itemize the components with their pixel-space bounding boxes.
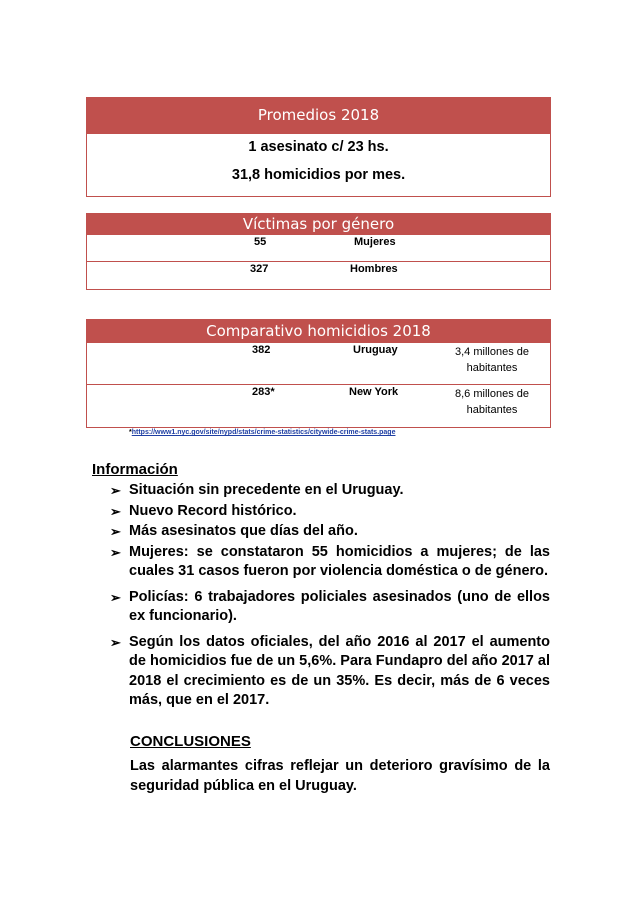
list-item — [110, 543, 550, 582]
comparativo-place: Uruguay — [353, 344, 398, 356]
arrow-bullet-icon: ➢ — [110, 589, 121, 605]
list-item — [110, 588, 550, 627]
list-item-text: Policías: 6 trabajadores policiales asesinados (uno de ellos ex funcionario). — [129, 588, 550, 624]
arrow-bullet-icon: ➢ — [110, 503, 121, 519]
conclusiones-text: Las alarmantes cifras reflejar un deterioro gravísimo de la seguridad pública en el Uruguay. — [130, 758, 550, 794]
comparativo-header: Comparativo homicidios 2018 — [87, 320, 550, 343]
arrow-bullet-icon: ➢ — [110, 524, 121, 539]
promedios-line-2: 31,8 homicidios por mes. — [231, 167, 406, 183]
arrow-bullet-icon: ➢ — [110, 483, 121, 498]
table-row — [87, 235, 550, 262]
footnote-mark: * — [129, 429, 132, 436]
list-item-text: Más asesinatos que días del año. — [129, 523, 358, 539]
conclusiones-heading: CONCLUSIONES — [130, 733, 251, 750]
victimas-label: Hombres — [350, 263, 398, 275]
comparativo-count: 283* — [252, 386, 275, 398]
comparativo-place: New York — [349, 386, 399, 398]
list-item-text: Según los datos oficiales, del año 2016 al 2017 el aumento de homicidios fue de un 5,6%. Para Fundapro del año 2017 al 2018 el crecimiento es de un 35%. Es decir, más de 6 veces más, que en el 2017. — [129, 633, 550, 708]
list-item-text: Mujeres: se constataron 55 homicidios a mujeres; de las cuales 31 casos fueron por violencia doméstica o de género. — [129, 543, 550, 579]
footnote-link[interactable]: https://www1.nyc.gov/site/nypd/stats/crime-statistics/citywide-crime-stats.page — [131, 429, 396, 436]
victimas-header: Víctimas por género — [87, 214, 550, 235]
informacion-heading: Información — [92, 461, 178, 478]
list-item-text: Nuevo Record histórico. — [129, 502, 297, 519]
list-item — [110, 522, 550, 542]
comparativo-population: 8,6 millones de habitantes — [455, 388, 529, 416]
victimas-count: 55 — [254, 236, 267, 248]
promedios-table — [86, 97, 551, 197]
list-item — [110, 481, 550, 501]
arrow-bullet-icon: ➢ — [110, 634, 121, 650]
comparativo-table — [86, 319, 551, 428]
table-row — [87, 343, 550, 385]
list-item — [110, 502, 550, 522]
table-row — [87, 385, 550, 427]
footnote — [129, 429, 395, 436]
promedios-body — [87, 134, 550, 196]
promedios-line-1: 1 asesinato c/ 23 hs. — [248, 139, 389, 155]
list-item-text: Situación sin precedente en el Uruguay. — [129, 482, 404, 498]
victimas-table — [86, 213, 551, 290]
victimas-count: 327 — [250, 263, 269, 275]
comparativo-population: 3,4 millones de habitantes — [455, 346, 529, 374]
arrow-bullet-icon: ➢ — [110, 544, 121, 560]
list-item — [110, 633, 550, 711]
comparativo-count: 382 — [252, 344, 271, 356]
informacion-list — [110, 481, 550, 712]
victimas-label: Mujeres — [354, 236, 396, 248]
promedios-header: Promedios 2018 — [87, 98, 550, 134]
table-row — [87, 262, 550, 289]
